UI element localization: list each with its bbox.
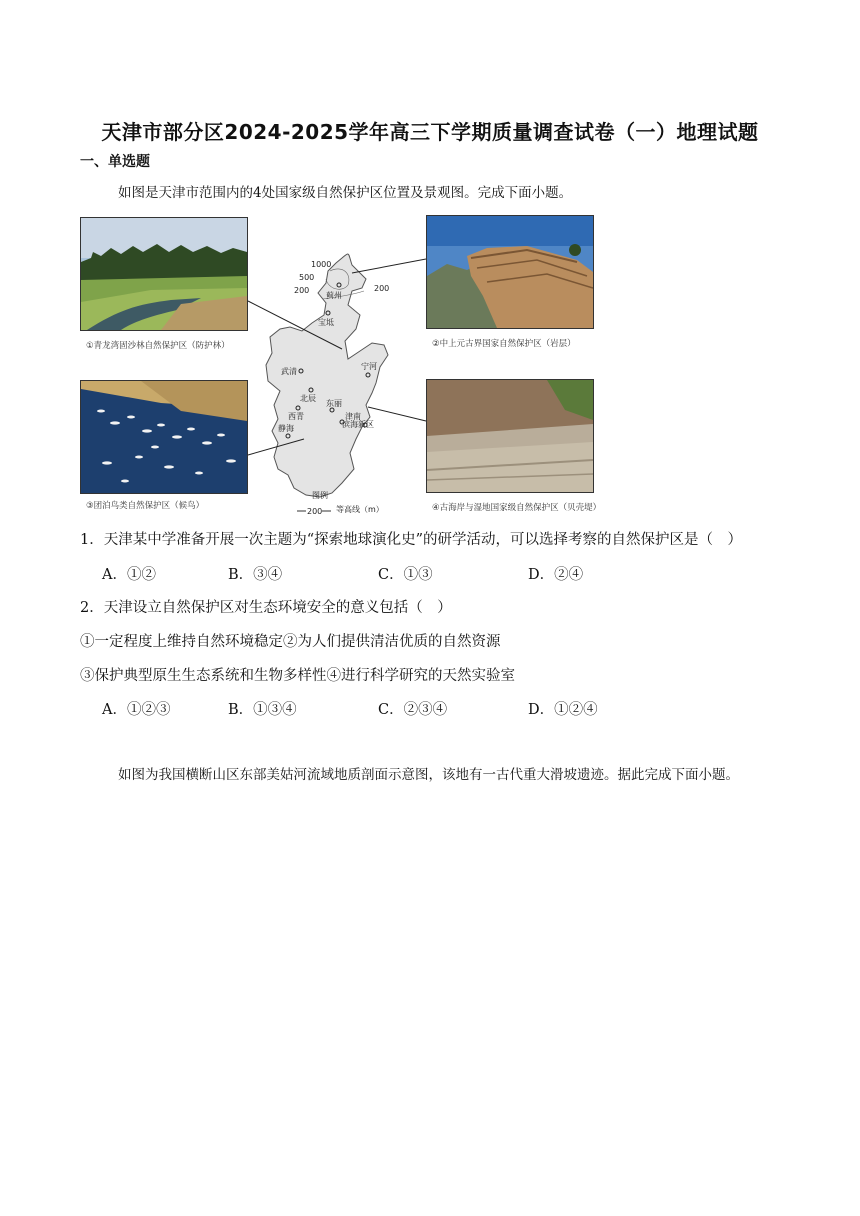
photo-caption: ④古海岸与湿地国家级自然保护区（贝壳堤） [432,503,602,513]
q2-option-c[interactable]: C．②③④ [378,702,448,718]
question-1-stem: 1．天津某中学准备开展一次主题为“探索地球演化史”的研学活动，可以选择考察的自然保护区是（ ） [80,532,743,548]
place-label: 东丽 [326,399,342,408]
q1-option-c[interactable]: C．①③ [378,567,433,583]
photo-shell-ridge [426,379,594,493]
q2-statements-line-2: ③保护典型原生生态系统和生物多样性④进行科学研究的天然实验室 [80,668,515,684]
legend-sample: 200 [307,507,323,516]
place-label: 西青 [288,412,304,421]
place-label: 滨海新区 [342,420,374,429]
contour-label: 1000 [311,260,332,269]
photo-caption: ①青龙湾固沙林自然保护区（防护林） [86,341,230,351]
q1-option-a[interactable]: A．①② [102,567,156,583]
place-label: 北辰 [300,394,316,403]
photo-caption: ②中上元古界国家自然保护区（岩层） [432,339,576,349]
q1-option-b[interactable]: B．③④ [228,567,283,583]
photo-migratory-birds [80,380,248,494]
place-label: 宝坻 [318,318,334,327]
legend-label: 等高线（m） [336,505,384,514]
contour-label: 200 [294,286,310,295]
question-2-stem: 2．天津设立自然保护区对生态环境安全的意义包括（ ） [80,600,452,616]
place-label: 蓟州 [326,291,342,300]
reserve-figure [80,213,600,517]
photo-caption: ③团泊鸟类自然保护区（候鸟） [86,501,205,511]
q2-option-a[interactable]: A．①②③ [102,702,171,718]
place-label: 津南 [345,412,361,421]
q2-option-d[interactable]: D．①②④ [528,702,598,718]
intro-text: 如图是天津市范围内的4处国家级自然保护区位置及景观图。完成下面小题。 [118,185,573,201]
legend-title: 图例 [312,491,328,500]
contour-label: 500 [299,273,315,282]
contour-label: 200 [374,284,390,293]
photo-forest [80,217,248,331]
q1-option-d[interactable]: D．②④ [528,567,584,583]
place-label: 静海 [278,424,294,433]
q2-option-b[interactable]: B．①③④ [228,702,297,718]
page-title: 天津市部分区2024-2025学年高三下学期质量调查试卷（一）地理试题 [101,120,759,144]
place-label: 宁河 [361,362,377,371]
section-heading: 一、单选题 [80,154,150,170]
passage-intro: 如图为我国横断山区东部美姑河流域地质剖面示意图，该地有一古代重大滑坡遗迹。据此完成下面小题。 [118,767,739,783]
q2-statements-line-1: ①一定程度上维持自然环境稳定②为人们提供清洁优质的自然资源 [80,634,501,650]
place-label: 武清 [281,367,297,376]
photo-rock-strata [426,215,594,329]
